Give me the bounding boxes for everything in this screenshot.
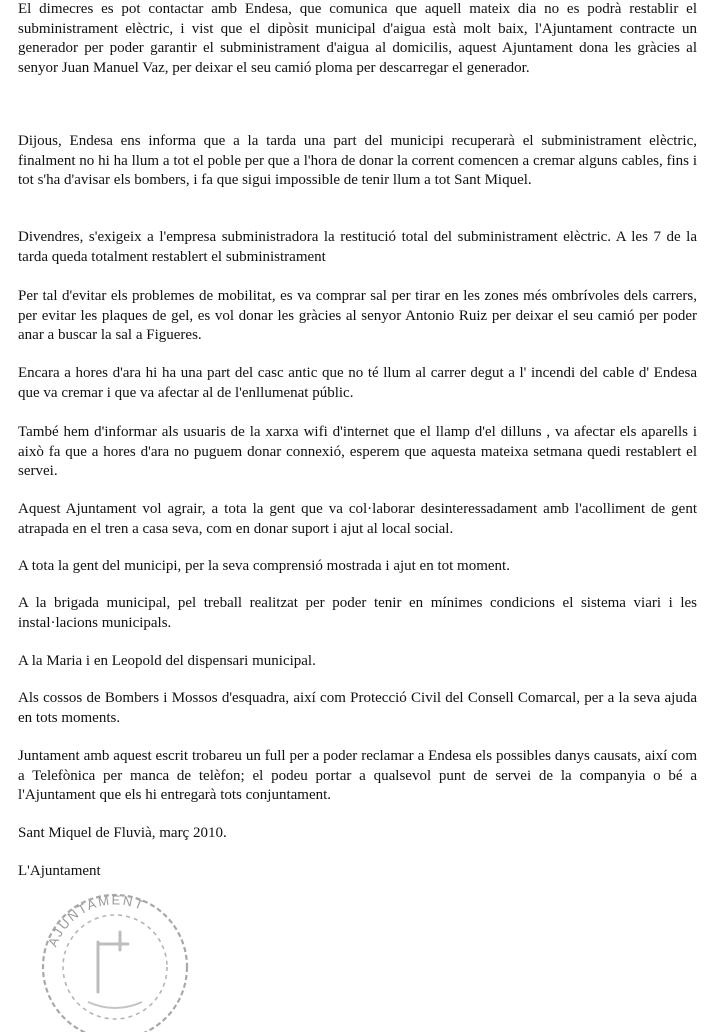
paragraph-thanks-brigade: A la brigada municipal, pel treball realitzat per poder tenir en mínimes condicions el sistema viari i les instal·lacions municipals. [18, 595, 697, 631]
paragraph-wifi: També hem d'informar als usuaris de la xarxa wifi d'internet que el llamp d'el dilluns , va afectar els aparells i això fa que a hores d'ara no puguem donar connexió, esperem que aquesta mateixa setmana quedi restablert el servei. [18, 424, 697, 479]
paragraph-thursday: Dijous, Endesa ens informa que a la tarda una part del municipi recuperarà el subministrament elèctric, finalment no hi ha llum a tot el poble per que a l'hora de donar la corrent comencen a cremar alguns cables, fins i tot s'ha d'avisar els bombers, i fa que sigui impossible de tenir llum a tot Sant Miquel. [18, 133, 697, 188]
paragraph-thanks-dispensary: A la Maria i en Leopold del dispensari municipal. [18, 653, 316, 669]
paragraph-thanks-volunteers: Aquest Ajuntament vol agrair, a tota la gent que va col·laborar desinteressadament amb l'acolliment de gent atrapada en el tren a casa seva, com en donar suport i ajut al local social. [18, 501, 697, 537]
paragraph-friday: Divendres, s'exigeix a l'empresa subministradora la restitució total del subministrament elèctric. A les 7 de la tarda queda totalment restablert el subministrament [18, 229, 697, 265]
paragraph-thanks-residents: A tota la gent del municipi, per la seva comprensió mostrada i ajut en tot moment. [18, 558, 510, 574]
signature-line: L'Ajuntament [18, 863, 101, 879]
seal-text: AJUNTAMENT [44, 892, 148, 949]
municipal-seal-stamp [28, 872, 203, 1032]
paragraph-salt: Per tal d'evitar els problemes de mobilitat, es va comprar sal per tirar en les zones més ombrívoles dels carrers, per evitar les plaques de gel, es vol donar les gràcies al senyor Antonio Ruiz per deixar el seu camió per poder anar a buscar la sal a Figueres. [18, 288, 697, 343]
paragraph-old-town: Encara a hores d'ara hi ha una part del casc antic que no té llum al carrer degut a l' incendi del cable d' Endesa que va cremar i que va afectar al de l'enllumenat públic. [18, 365, 697, 401]
paragraph-thanks-emergency: Als cossos de Bombers i Mossos d'esquadra, així com Protecció Civil del Consell Comarcal, per a la seva ajuda en tots moments. [18, 690, 697, 726]
paragraph-claims: Juntament amb aquest escrit trobareu un full per a poder reclamar a Endesa els possibles danys causats, així com a Telefònica per manca de telèfon; el podeu portar a qualsevol punt de servei de la companyia o bé a l'Ajuntament que els hi entregarà tots conjuntament. [18, 748, 697, 803]
paragraph-generator: El dimecres es pot contactar amb Endesa, que comunica que aquell mateix dia no es podrà restablir el subministrament elèctric, i vist que el dipòsit municipal d'aigua està molt baix, l'Ajuntament contracte un generador per poder garantir el subministrament d'aigua al domicilis, aquest Ajuntament dona les gràcies al senyor Juan Manuel Vaz, per deixar el seu camió ploma per descarregar el generador. [18, 1, 697, 76]
place-date: Sant Miquel de Fluvià, març 2010. [18, 825, 227, 841]
